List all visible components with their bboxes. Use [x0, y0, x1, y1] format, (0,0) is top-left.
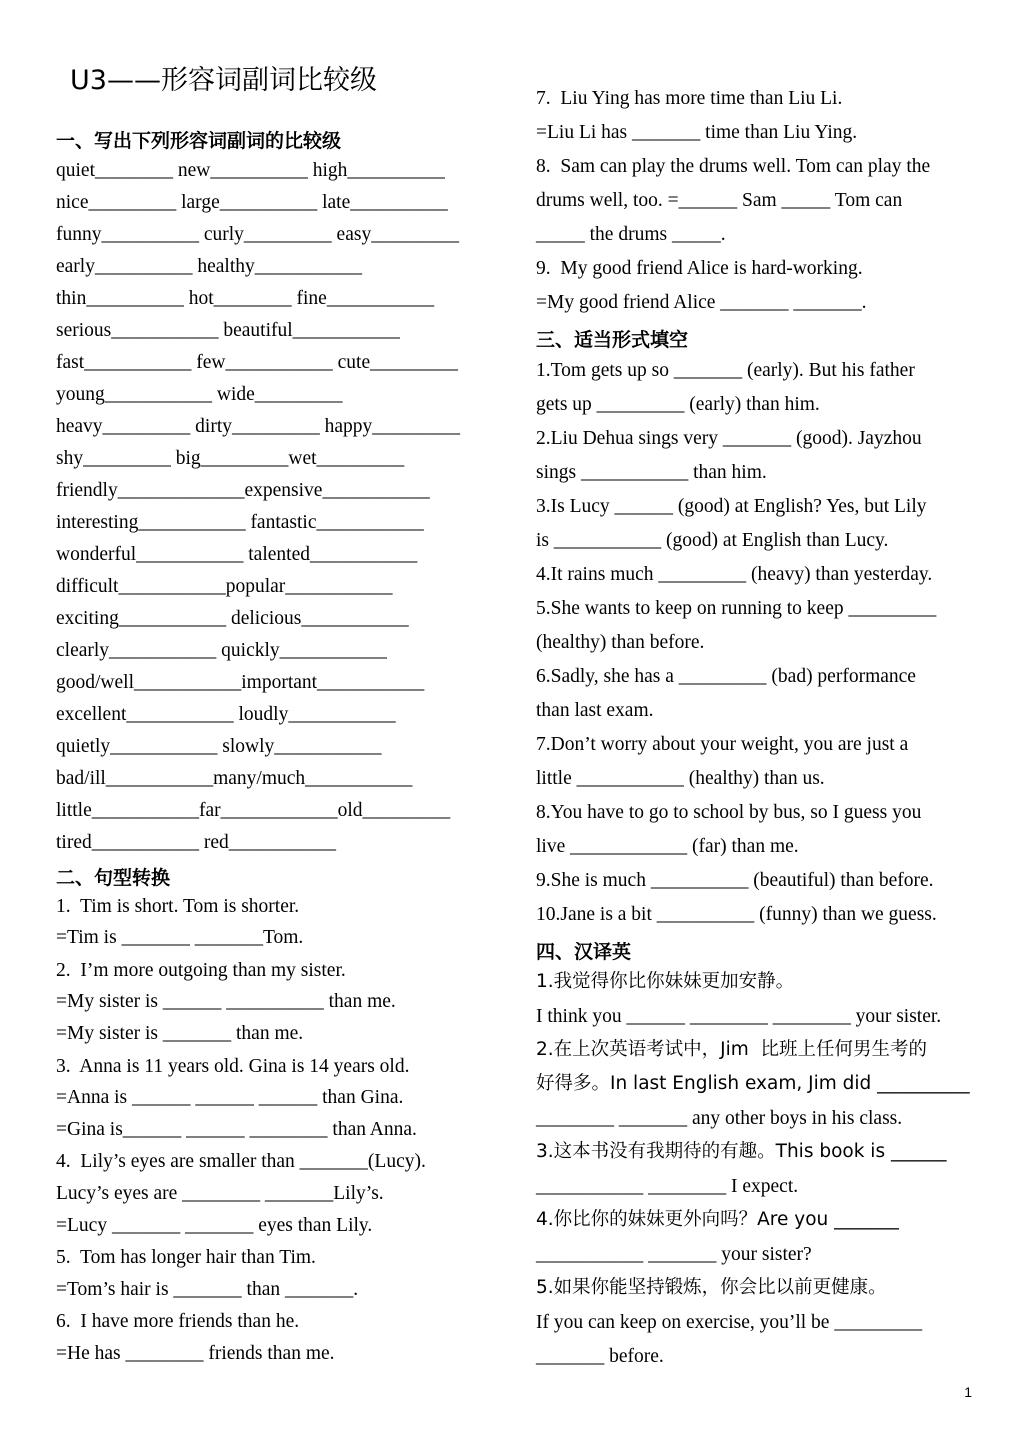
wordlist-line: fast___________ few___________ cute_________ — [56, 352, 458, 373]
worksheet-title: U3——形容词副词比较级 — [70, 65, 377, 96]
wordlist-line: excellent___________ loudly___________ — [56, 704, 396, 725]
wordlist-line: little___________far____________old_________ — [56, 800, 451, 821]
wordlist-line: clearly___________ quickly___________ — [56, 640, 387, 661]
transform-line: 7. Liu Ying has more time than Liu Li. — [536, 88, 843, 109]
wordlist-line: early__________ healthy___________ — [56, 256, 362, 277]
fill-line: sings ___________ than him. — [536, 462, 767, 483]
fill-line: 3.Is Lucy ______ (good) at English? Yes, but Lily — [536, 496, 927, 517]
fill-line: (healthy) than before. — [536, 632, 705, 653]
wordlist-line: quiet________ new__________ high__________ — [56, 160, 445, 181]
wordlist-line: funny__________ curly_________ easy_________ — [56, 224, 459, 245]
transform-line: 5. Tom has longer hair than Tim. — [56, 1247, 316, 1268]
wordlist-line: heavy_________ dirty_________ happy_________ — [56, 416, 461, 437]
section-4-heading: 四、汉译英 — [536, 941, 632, 963]
transform-line: 3. Anna is 11 years old. Gina is 14 years old. — [56, 1056, 410, 1077]
fill-line: 2.Liu Dehua sings very _______ (good). Jayzhou — [536, 428, 922, 449]
transform-line: 1. Tim is short. Tom is shorter. — [56, 896, 300, 917]
translate-line: ___________ _______ your sister? — [536, 1244, 812, 1265]
fill-line: 5.She wants to keep on running to keep _________ — [536, 598, 937, 619]
fill-line: live ____________ (far) than me. — [536, 836, 799, 857]
wordlist-line: difficult___________popular___________ — [56, 576, 393, 597]
transform-line: =Liu Li has _______ time than Liu Ying. — [536, 122, 858, 143]
transform-line: =He has ________ friends than me. — [56, 1343, 335, 1364]
wordlist-line: quietly___________ slowly___________ — [56, 736, 382, 757]
transform-line: =Anna is ______ ______ ______ than Gina. — [56, 1087, 404, 1108]
transform-line: 4. Lily’s eyes are smaller than _______(Lucy). — [56, 1151, 426, 1172]
transform-line: Lucy’s eyes are ________ _______Lily’s. — [56, 1183, 384, 1204]
wordlist-line: young___________ wide_________ — [56, 384, 343, 405]
fill-line: 6.Sadly, she has a _________ (bad) performance — [536, 666, 916, 687]
wordlist-line: exciting___________ delicious___________ — [56, 608, 409, 629]
translate-line: 5.如果你能坚持锻炼，你会比以前更健康。 — [536, 1277, 887, 1298]
transform-line: =Gina is______ ______ ________ than Anna. — [56, 1119, 417, 1140]
translate-line: If you can keep on exercise, you’ll be _________ — [536, 1312, 923, 1333]
wordlist-line: good/well___________important___________ — [56, 672, 425, 693]
transform-line: drums well, too. =______ Sam _____ Tom can — [536, 190, 903, 211]
wordlist-line: shy_________ big_________wet_________ — [56, 448, 405, 469]
translate-line: 1.我觉得你比你妹妹更加安静。 — [536, 971, 795, 992]
section-2-heading: 二、句型转换 — [56, 867, 171, 889]
wordlist-line: thin__________ hot________ fine___________ — [56, 288, 435, 309]
fill-line: 4.It rains much _________ (heavy) than yesterday. — [536, 564, 933, 585]
wordlist-line: interesting___________ fantastic___________ — [56, 512, 424, 533]
wordlist-line: nice_________ large__________ late__________ — [56, 192, 448, 213]
section-1-heading: 一、写出下列形容词副词的比较级 — [56, 130, 342, 152]
section-3-heading: 三、适当形式填空 — [536, 329, 689, 351]
wordlist-line: serious___________ beautiful___________ — [56, 320, 400, 341]
translate-line: _______ before. — [536, 1346, 664, 1367]
wordlist-line: tired___________ red___________ — [56, 832, 337, 853]
fill-line: is ___________ (good) at English than Lucy. — [536, 530, 889, 551]
transform-line: =Tom’s hair is _______ than _______. — [56, 1279, 359, 1300]
translate-line: 3.这本书没有我期待的有趣。This book is ______ — [536, 1141, 947, 1162]
translate-line: ________ _______ any other boys in his class. — [536, 1108, 903, 1129]
transform-line: 9. My good friend Alice is hard-working. — [536, 258, 863, 279]
wordlist-line: bad/ill___________many/much___________ — [56, 768, 413, 789]
page-number: 1 — [964, 1384, 972, 1400]
fill-line: 9.She is much __________ (beautiful) than before. — [536, 870, 934, 891]
transform-line: =My sister is ______ __________ than me. — [56, 991, 396, 1012]
wordlist-line: wonderful___________ talented___________ — [56, 544, 418, 565]
translate-line: I think you ______ ________ ________ your sister. — [536, 1006, 942, 1027]
fill-line: 10.Jane is a bit __________ (funny) than we guess. — [536, 904, 937, 925]
wordlist-line: friendly_____________expensive___________ — [56, 480, 430, 501]
fill-line: than last exam. — [536, 700, 654, 721]
fill-line: gets up _________ (early) than him. — [536, 394, 820, 415]
fill-line: 8.You have to go to school by bus, so I guess you — [536, 802, 922, 823]
fill-line: 7.Don’t worry about your weight, you are just a — [536, 734, 909, 755]
fill-line: little ___________ (healthy) than us. — [536, 768, 825, 789]
transform-line: 8. Sam can play the drums well. Tom can play the — [536, 156, 931, 177]
transform-line: =Lucy _______ _______ eyes than Lily. — [56, 1215, 373, 1236]
transform-line: 2. I’m more outgoing than my sister. — [56, 960, 346, 981]
translate-line: ___________ ________ I expect. — [536, 1176, 799, 1197]
translate-line: 2.在上次英语考试中，Jim 比班上任何男生考的 — [536, 1039, 928, 1060]
fill-line: 1.Tom gets up so _______ (early). But his father — [536, 360, 915, 381]
transform-line: _____ the drums _____. — [536, 224, 726, 245]
transform-line: =My sister is _______ than me. — [56, 1023, 304, 1044]
transform-line: =My good friend Alice _______ _______. — [536, 292, 867, 313]
translate-line: 好得多。In last English exam, Jim did __________ — [536, 1073, 970, 1094]
translate-line: 4.你比你的妹妹更外向吗？Are you _______ — [536, 1209, 899, 1230]
transform-line: 6. I have more friends than he. — [56, 1311, 300, 1332]
transform-line: =Tim is _______ _______Tom. — [56, 927, 304, 948]
